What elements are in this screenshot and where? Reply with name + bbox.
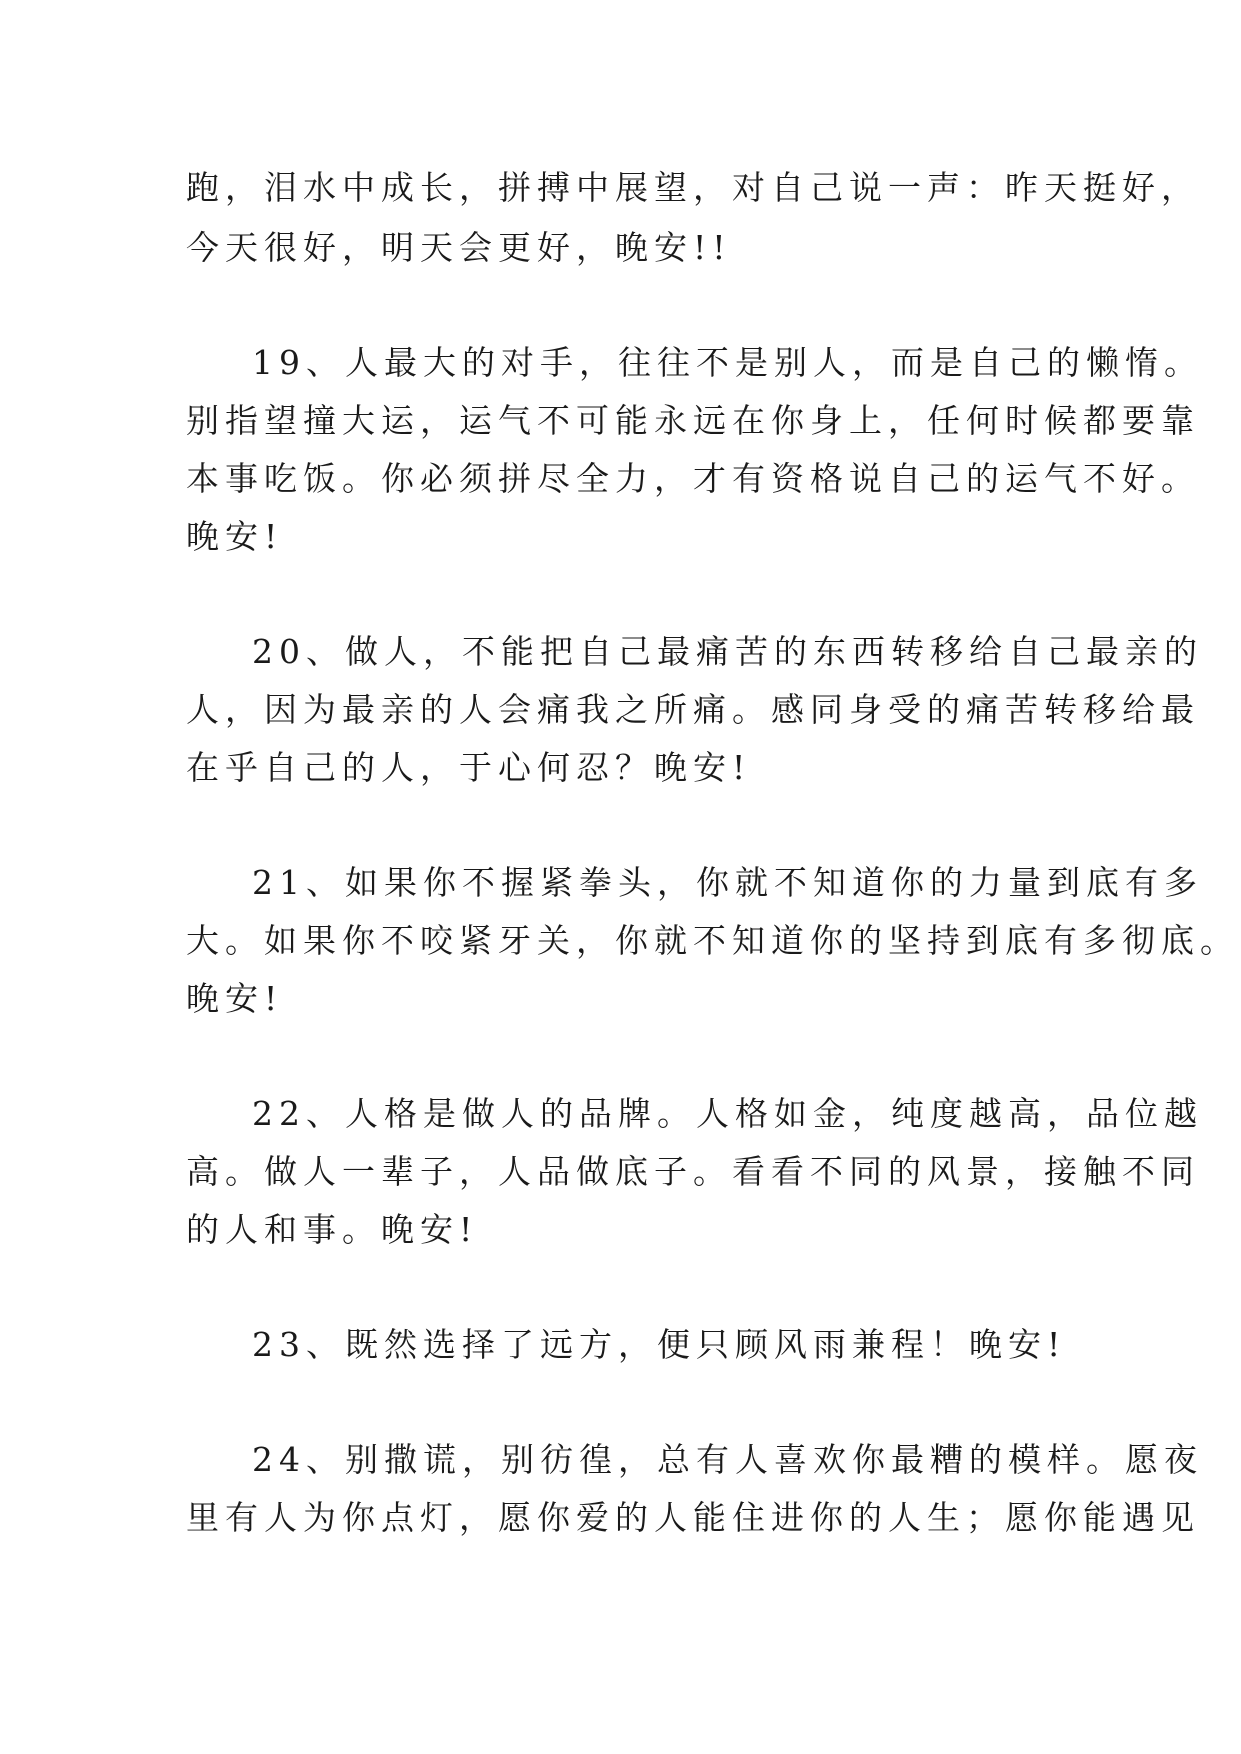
paragraph-24-line-2: 里有人为你点灯，愿你爱的人能住进你的人生；愿你能遇见 [186,1498,1200,1537]
paragraph-22-line-1: 22、人格是做人的品牌。人格如金，纯度越高，品位越 [252,1094,1203,1133]
paragraph-18-line-2: 跑，泪水中成长，拼搏中展望，对自己说一声：昨天挺好， [186,168,1200,207]
paragraph-19-line-3: 本事吃饭。你必须拼尽全力，才有资格说自己的运气不好。 [186,459,1200,498]
paragraph-19-line-4: 晚安! [186,517,284,556]
paragraph-21-line-2: 大。如果你不咬紧牙关，你就不知道你的坚持到底有多彻底。 [186,921,1239,960]
paragraph-21-line-3: 晚安! [186,979,284,1018]
paragraph-23-line-1: 23、既然选择了远方，便只顾风雨兼程！晚安! [252,1325,1067,1364]
paragraph-20-line-3: 在乎自己的人，于心何忍？晚安! [186,748,752,787]
paragraph-22-line-2: 高。做人一辈子，人品做底子。看看不同的风景，接触不同 [186,1152,1200,1191]
paragraph-22-line-3: 的人和事。晚安! [186,1210,479,1249]
paragraph-20-line-2: 人，因为最亲的人会痛我之所痛。感同身受的痛苦转移给最 [186,690,1200,729]
paragraph-21-line-1: 21、如果你不握紧拳头，你就不知道你的力量到底有多 [252,863,1203,902]
paragraph-18-line-3: 今天很好，明天会更好，晚安!! [186,228,732,267]
paragraph-19-line-2: 别指望撞大运，运气不可能永远在你身上，任何时候都要靠 [186,401,1200,440]
paragraph-20-line-1: 20、做人，不能把自己最痛苦的东西转移给自己最亲的 [252,632,1203,671]
paragraph-19-line-1: 19、人最大的对手，往往不是别人，而是自己的懒惰。 [252,343,1203,382]
paragraph-24-line-1: 24、别撒谎，别彷徨，总有人喜欢你最糟的模样。愿夜 [252,1440,1203,1479]
